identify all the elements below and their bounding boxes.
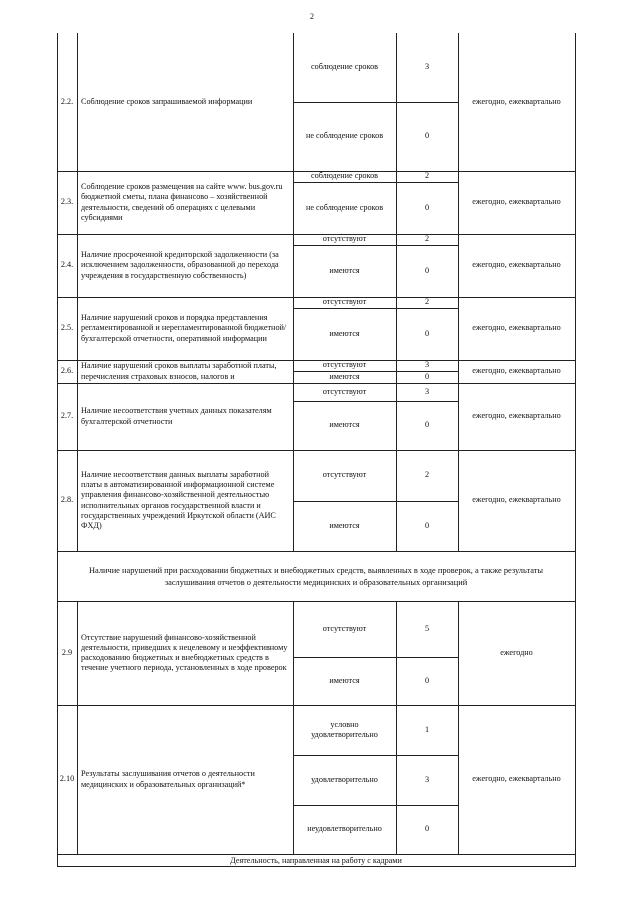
page-number: 2 (310, 12, 314, 21)
period-text: ежегодно, ежеквартально (472, 197, 561, 207)
criterion-label: имеются (329, 675, 360, 685)
criterion-score: 3 (424, 62, 430, 72)
criterion-label: отсутствуют (322, 386, 367, 396)
criterion-score: 0 (424, 131, 430, 141)
indicator-text: Наличие несоответствия данных выплаты заработной платы в автоматизированной информационной системе управления финансово-хозяйственной деятельностью исполнительных органов государственной власти и государственных учреждений Иркутской области (АИС ФХД) (81, 469, 276, 530)
period-text: ежегодно, ежеквартально (472, 323, 561, 333)
criterion-score: 0 (424, 675, 430, 685)
period-text: ежегодно, ежеквартально (472, 495, 561, 505)
criterion-score: 0 (424, 265, 430, 275)
indicator-text: Наличие просроченной кредиторской задолженности (за исключением задолженности, образованной до перехода учреждения в государственную собственность) (81, 250, 279, 280)
indicator-text: Наличие нарушений сроков и порядка представления регламентированной и нерегламентированной бюджетной/бухгалтерской отчетности, оперативной информации (81, 313, 287, 343)
table-border-bottom (57, 866, 576, 867)
row-number: 2.8. (60, 495, 74, 505)
indicator-text: Результаты заслушивания отчетов о деятельности медицинских и образовательных организаций* (81, 769, 255, 789)
period-text: ежегодно, ежеквартально (472, 774, 561, 784)
period-text: ежегодно, ежеквартально (472, 366, 561, 376)
criterion-label: отсутствуют (322, 234, 367, 244)
section-heading: Наличие нарушений при расходовании бюджетных и внебюджетных средств, выявленных в ходе проверок, а также результаты заслушивания отчетов о деятельности медицинских и образовательных организаций (88, 566, 544, 587)
indicator-text: Отсутствие нарушений финансово-хозяйственной деятельности, приведших к нецелевому и неэффективному расходованию бюджетных и внебюджетных средств в течение учетного периода, установленных в ходе проверок (81, 632, 288, 673)
row-number: 2.5. (60, 323, 74, 333)
indicator-text: Соблюдение сроков запрашиваемой информации (81, 96, 253, 106)
criterion-label: условно удовлетворительно (311, 719, 378, 739)
criterion-label: имеются (329, 265, 360, 275)
criterion-label: неудовлетворительно (307, 824, 382, 834)
row-number: 2.2. (60, 96, 74, 106)
criterion-label: не соблюдение сроков (305, 202, 384, 212)
criterion-label: имеются (329, 520, 360, 530)
indicator-text: Наличие несоответствия учетных данных показателям бухгалтерской отчетности (81, 406, 272, 426)
row-number: 2.4. (60, 260, 74, 270)
criterion-score: 3 (424, 774, 430, 784)
criterion-label: соблюдение сроков (310, 62, 379, 72)
criterion-score: 3 (424, 386, 430, 396)
criterion-score: 0 (424, 202, 430, 212)
criterion-label: отсутствуют (322, 623, 367, 633)
criterion-score: 2 (424, 297, 430, 307)
criterion-label: отсутствуют (322, 470, 367, 480)
criterion-score: 0 (424, 328, 430, 338)
criterion-score: 1 (424, 724, 430, 734)
criterion-label: отсутствуют (322, 360, 367, 370)
criterion-score: 0 (424, 520, 430, 530)
row-number: 2.9 (61, 647, 73, 657)
period-text: ежегодно, ежеквартально (472, 260, 561, 270)
criterion-score: 2 (424, 171, 430, 181)
criterion-score: 0 (424, 420, 430, 430)
criterion-score: 3 (424, 360, 430, 370)
footer-heading: Деятельность, направленная на работу с кадрами (230, 855, 402, 865)
criterion-label: не соблюдение сроков (305, 131, 384, 141)
criterion-label: удовлетворительно (311, 774, 378, 784)
period-text: ежегодно, ежеквартально (472, 96, 561, 106)
criterion-label: имеются (329, 420, 360, 430)
row-number: 2.3. (60, 197, 74, 207)
period-text: ежегодно, ежеквартально (472, 411, 561, 421)
criterion-score: 0 (424, 824, 430, 834)
criterion-label: имеются (329, 328, 360, 338)
indicator-text: Соблюдение сроков размещения на сайте www. bus.gov.ru бюджетной сметы, плана финансово – хозяйственной деятельности, сведений об операциях с целевыми субсидиями (81, 182, 283, 222)
indicator-text: Наличие нарушений сроков выплаты заработной платы, перечисления страховых взносов, налогов и (81, 361, 277, 381)
criterion-score: 2 (424, 470, 430, 480)
criterion-label: соблюдение сроков (310, 171, 379, 181)
criterion-label: отсутствуют (322, 297, 367, 307)
criterion-score: 5 (424, 623, 430, 633)
criterion-label: имеются (329, 371, 360, 381)
criterion-score: 2 (424, 234, 430, 244)
row-number: 2.7. (60, 411, 74, 421)
row-number: 2.10 (59, 774, 75, 784)
row-number: 2.6. (60, 366, 74, 376)
period-text: ежегодно (500, 647, 533, 657)
criterion-score: 0 (424, 371, 430, 381)
